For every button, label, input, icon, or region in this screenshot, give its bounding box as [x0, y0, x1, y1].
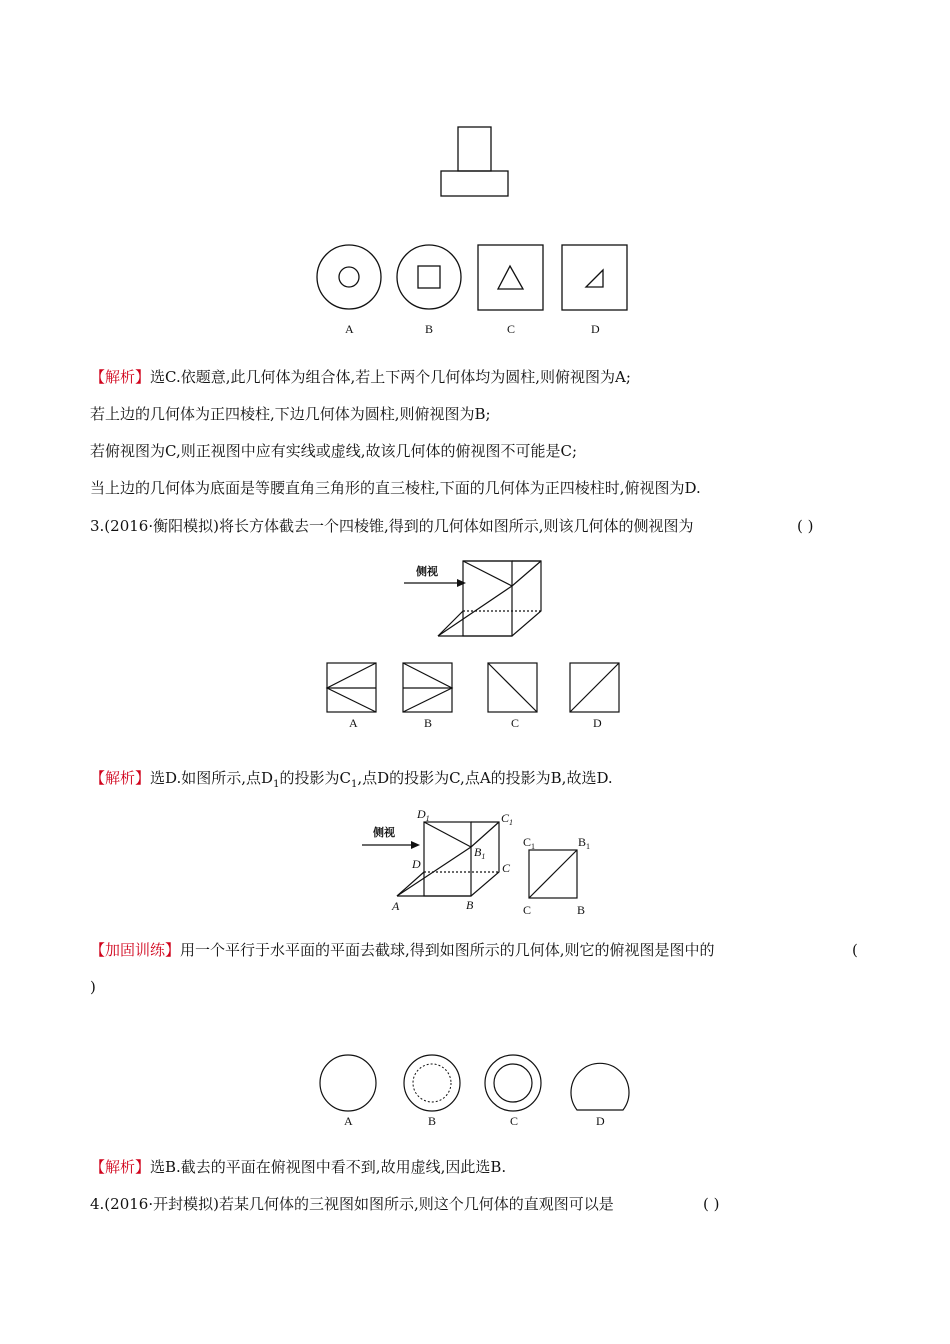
proj-c1-label: $C_1$ [523, 835, 536, 851]
side-view-label: 侧视 [373, 826, 395, 839]
analysis-text: ,点D的投影为C,点A的投影为B,故选D. [357, 769, 613, 787]
point-a-label: A [392, 899, 400, 913]
sphere-option-a-circle [320, 1055, 376, 1111]
sphere-option-d-truncated-circle [571, 1063, 629, 1110]
point-c1-label: $C_1$ [501, 811, 514, 827]
point-c-label: C [502, 861, 511, 875]
proj-c-label: C [523, 903, 532, 917]
sphere-option-label-b: B [428, 1114, 437, 1128]
question-3-answer-paren: ( ) [797, 517, 814, 535]
analysis-text: 选C.依题意,此几何体为组合体,若上下两个几何体均为圆柱,则俯视图为A; [150, 368, 631, 386]
point-b-label: B [466, 898, 474, 912]
point-d-label: D [412, 857, 421, 871]
reinforce-text: 用一个平行于水平面的平面去截球,得到如图所示的几何体,则它的俯视图是图中的 [180, 941, 715, 959]
proj-b-label: B [577, 903, 586, 917]
sphere-option-c-inner-circle [494, 1064, 532, 1102]
option-label-b: B [425, 322, 434, 336]
question-4: 4.(2016·开封模拟)若某几何体的三视图如图所示,则这个几何体的直观图可以是 [90, 1195, 614, 1213]
sphere-option-label-d: D [596, 1114, 605, 1128]
reinforce-tag: 【加固训练】 [90, 941, 181, 959]
reinforce-paren-open: ( [852, 941, 858, 959]
question-3-text: 3.(2016·衡阳模拟)将长方体截去一个四棱锥,得到的几何体如图所示,则该几何体的侧视图为 [90, 517, 694, 535]
sphere-option-label-a: A [344, 1114, 353, 1128]
analysis-tag: 【解析】 [90, 368, 151, 386]
option-label-d: D [591, 322, 600, 336]
analysis-tag: 【解析】 [90, 1158, 151, 1176]
side-option-label-d: D [593, 716, 602, 730]
sphere-option-b-outer-circle [404, 1055, 460, 1111]
analysis-1-line-4: 当上边的几何体为底面是等腰直角三角形的直三棱柱,下面的几何体为正四棱柱时,俯视图为D. [90, 479, 701, 497]
reinforce-paren-close: ) [90, 978, 96, 996]
point-d1-label: $D_1$ [417, 807, 430, 823]
analysis-1-line-2: 若上边的几何体为正四棱柱,下边几何体为圆柱,则俯视图为B; [90, 405, 491, 423]
option-label-c: C [507, 322, 516, 336]
sphere-option-b-dashed-circle [413, 1064, 451, 1102]
subscript: 1 [273, 779, 280, 790]
side-option-label-a: A [349, 716, 358, 730]
analysis-1-line-3: 若俯视图为C,则正视图中应有实线或虚线,故该几何体的俯视图不可能是C; [90, 442, 578, 460]
analysis-tag: 【解析】 [90, 769, 151, 787]
analysis-text: 选D.如图所示,点D [150, 769, 274, 787]
subscript: 1 [350, 779, 358, 790]
proj-b1-label: $B_1$ [578, 835, 591, 851]
side-view-label: 侧视 [416, 565, 438, 578]
analysis-text: 选B.截去的平面在俯视图中看不到,故用虚线,因此选B. [150, 1158, 507, 1176]
side-option-label-b: B [424, 716, 433, 730]
option-label-a: A [345, 322, 354, 336]
analysis-text: 的投影为C [279, 769, 351, 787]
point-b1-label: $B_1$ [474, 845, 486, 861]
analysis-3 [90, 1157, 506, 1177]
sphere-option-label-c: C [510, 1114, 519, 1128]
question-4-answer-paren: ( ) [703, 1195, 720, 1213]
side-option-label-c: C [511, 716, 520, 730]
